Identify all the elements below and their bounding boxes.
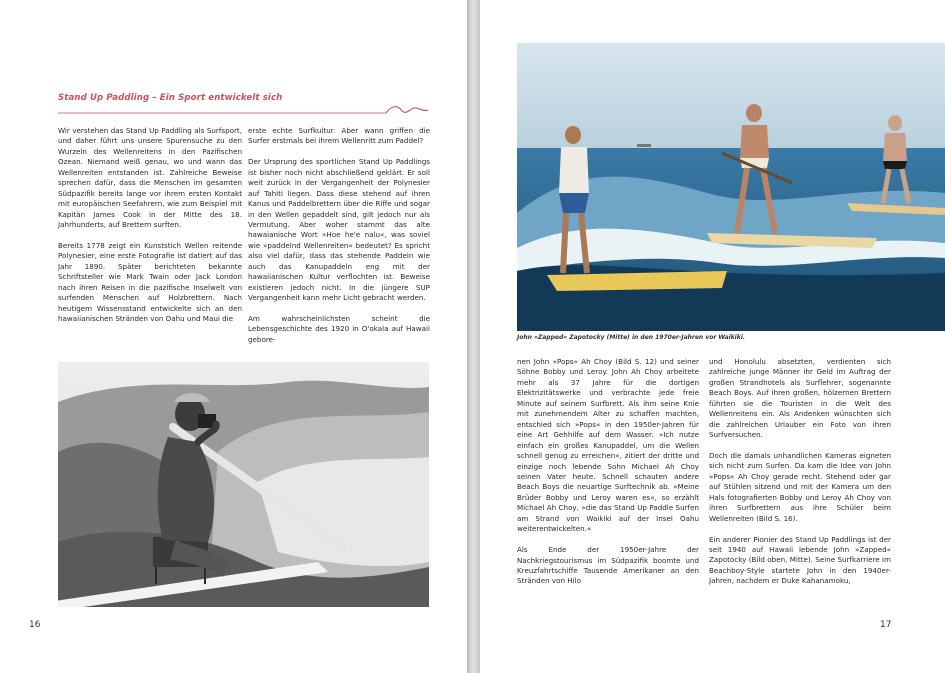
- paragraph: erste echte Surfkultur. Aber wann griffen die Surfer erstmals bei ihrem Wellenritt zum Paddel?: [248, 126, 430, 146]
- left-page: [0, 0, 467, 673]
- page-number: 17: [880, 620, 892, 630]
- left-text-column-1: [58, 126, 242, 348]
- paragraph: Als Ende der 1950er-Jahre der Nachkriegstourismus im Südpazifik boomte und Kreuzfahrtschiffe Tausende Amerikaner an den Stränden von Hilo: [517, 545, 699, 586]
- color-surf-photo: [517, 43, 945, 331]
- page-number: 16: [29, 620, 41, 630]
- paragraph: Doch die damals unhandlichen Kameras eigneten sich nicht zum Surfen. Da kam die Idee von John »Pops« Ah Choy gerade recht. Stehend oder gar auf Stühlen sitzend und mit der Kamera um den Hals fotografierten Bobby und Leroy Ah Choy von ihren Surfbrettern aus ihre Schüler beim Wellenreiten (Bild S. 16).: [709, 451, 891, 523]
- paragraph: Am wahrscheinlichsten scheint die Lebensgeschichte des 1920 in O'okala auf Hawaii gebore-: [248, 314, 430, 344]
- paragraph: Bereits 1778 zeigt ein Kunststich Wellen reitende Polynesier, eine erste Fotografie ist datiert auf das Jahr 1890. Später berichteten bekannte Schriftsteller wie Mark Twain oder Jack London nach ihren Reisen in die pazifische Inselwelt von surfenden Menschen auf Holzbrettern. Nach heutigem Wissensstand entwickelte sich an den hawaiianischen Stränden von Oahu und Maui die: [58, 240, 242, 324]
- right-text-column-2: [709, 357, 891, 593]
- bw-surf-photographer-photo: [58, 362, 429, 607]
- book-gutter: [467, 0, 480, 673]
- paragraph: und Honolulu absetzten, verdienten sich zahlreiche junge Männer ihr Geld im Auftrag der großen Strandhotels als Surflehrer, sogenannte Beach Boys. Auf ihren großen, hölzernen Brettern führten sie die Touristen in die Welt des Wellenreitens ein. Als Andenken wünschten sich die zahlreichen Urlauber ein Foto von ihren Surfversuchen.: [709, 357, 891, 440]
- paragraph: nen John »Pops« Ah Choy (Bild S. 12) und seiner Söhne Bobby und Leroy. John Ah Choy arbeitete mehr als 37 Jahre für die dortigen Elektrizitätswerke und verbrachte jede freie Minute auf seinem Surfbrett. Als ihm seine Knie mit zunehmendem Alter zu schaffen machten, entschied sich »Pops« in den 1950er-Jahren für eine Art Gehhilfe auf dem Wasser. »Ich nutze einfach ein großes Kanupaddel, um die Wellen schnell genug zu erreichen«, zitiert der dritte und einzige noch lebende Sohn Michael Ah Choy seinen Vater heute. Schnell schauten andere Beach Boys die neuartige Surftechnik ab. »Meine Brüder Bobby und Leroy waren es«, so erzählt Michael Ah Choy, »die das Stand Up Paddle Surfen am Strand von Waikiki auf der Insel Oahu weiterentwickelten.«: [517, 357, 699, 534]
- left-text-column-2: [248, 126, 430, 348]
- paragraph: Wir verstehen das Stand Up Paddling als Surfsport, und daher führt uns unsere Spurensuche zu den Wurzeln des Wellenreitens in den Pazifischen Ozean. Niemand weiß genau, wo und wann das Wellenreiten entstanden ist. Zahlreiche Beweise sprechen dafür, dass die Menschen im gesamten Südpazifik bereits lange vor ihrem ersten Kontakt mit europäischen Seefahrern, wie zum Beispiel mit Kapitän James Cook in der Mitte des 18. Jahrhunderts, auf Brettern surften.: [58, 126, 242, 230]
- paragraph: Ein anderer Pionier des Stand Up Paddlings ist der seit 1940 auf Hawaii lebende John »Zapped« Zapotocky (Bild oben, Mitte). Seine Surfkarriere im Beachboy-Style startete John in den 1940er-Jahren, nachdem er Duke Kahanamoku,: [709, 534, 891, 586]
- right-text-column-1: [517, 357, 699, 593]
- photo-caption: John »Zapped« Zapotocky (Mitte) in den 1970er-Jahren vor Waikiki.: [517, 334, 746, 341]
- right-page: [480, 0, 945, 673]
- wave-divider-icon: [58, 103, 428, 115]
- paragraph: Der Ursprung des sportlichen Stand Up Paddlings ist bisher noch nicht abschließend geklärt. Er soll weit zurück in der Vergangenheit der Polynesier auf Tahiti liegen. Dass diese stehend auf ihren Kanus und Paddelbrettern über die Riffe und sogar in den Wellen gepaddelt sind, gilt jedoch nur als Vermutung. Aber woher stammt das alte hawaianische Wort »Hoe he'e nalu«, was soviel wie »paddelnd Wellenreiten« bedeutet? Es spricht also viel dafür, dass das stehende Paddeln wie auch das Kanupaddeln eng mit der hawaiianischen Kultur verflochten ist. Beweise existieren jedoch nicht. In die jüngere SUP Vergangenheit kann mehr Licht gebracht werden.: [248, 157, 430, 303]
- section-title: Stand Up Paddling – Ein Sport entwickelt sich: [58, 93, 283, 103]
